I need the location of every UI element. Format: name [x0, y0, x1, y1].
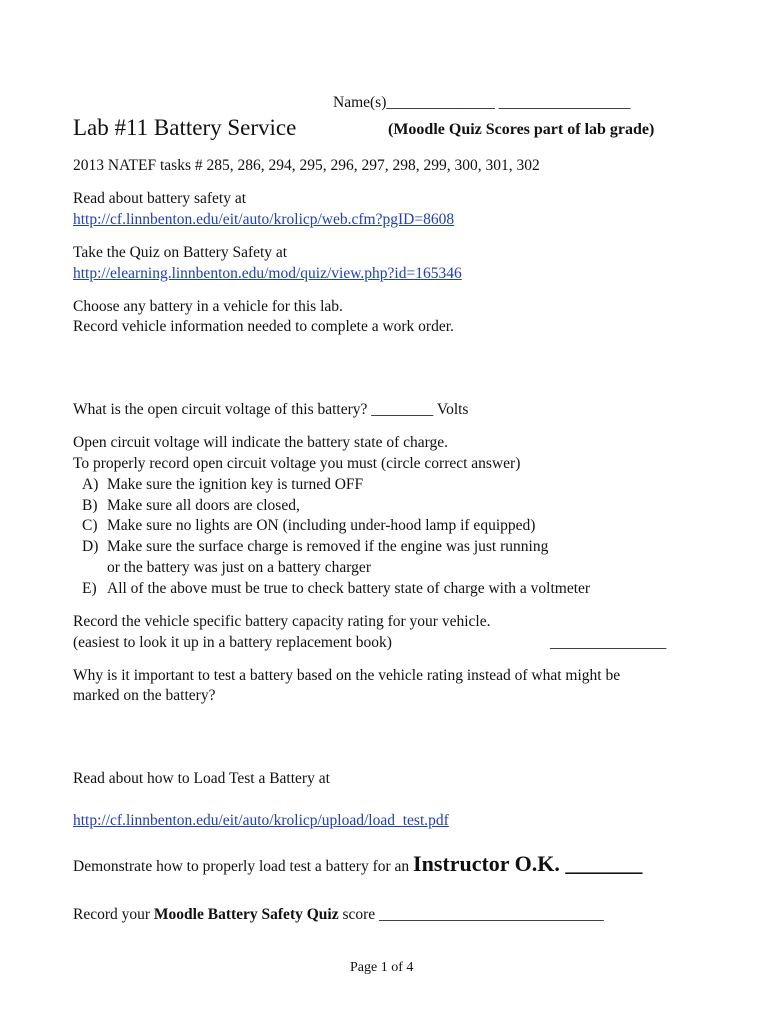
demonstrate-line: [73, 851, 642, 877]
option-letter: E): [82, 580, 97, 597]
natef-tasks: 2013 NATEF tasks # 285, 286, 294, 295, 296, 297, 298, 299, 300, 301, 302: [73, 157, 540, 174]
page-subtitle: (Moodle Quiz Scores part of lab grade): [388, 121, 655, 138]
quiz-link[interactable]: http://elearning.linnbenton.edu/mod/quiz/view.php?id=165346: [73, 265, 462, 282]
option-text: Make sure no lights are ON (including under-hood lamp if equipped): [107, 517, 536, 534]
page-number: Page 1 of 4: [350, 960, 414, 975]
quiz-text: Take the Quiz on Battery Safety at: [73, 244, 288, 261]
why-question-1: Why is it important to test a battery based on the vehicle rating instead of what might be: [73, 667, 621, 684]
option-text: Make sure all doors are closed,: [107, 497, 300, 514]
load-test-link[interactable]: http://cf.linnbenton.edu/eit/auto/krolicp/upload/load_test.pdf: [73, 812, 449, 829]
ocv-info-2: To properly record open circuit voltage you must (circle correct answer): [73, 455, 521, 472]
ocv-info-1: Open circuit voltage will indicate the battery state of charge.: [73, 434, 449, 451]
option-text: Make sure the ignition key is turned OFF: [107, 476, 364, 493]
record-score-line: [73, 906, 604, 924]
option-text: Make sure the surface charge is removed if the engine was just running: [107, 538, 549, 555]
page-title: Lab #11 Battery Service: [73, 115, 297, 140]
safety-link[interactable]: http://cf.linnbenton.edu/eit/auto/krolicp/web.cfm?pgID=8608: [73, 211, 455, 228]
safety-read-text: Read about battery safety at: [73, 190, 247, 207]
load-test-text: Read about how to Load Test a Battery at: [73, 770, 330, 787]
vehicle-instruction-1: Choose any battery in a vehicle for this lab.: [73, 298, 343, 315]
capacity-answer-blank[interactable]: _______________: [550, 634, 667, 651]
option-text: All of the above must be true to check battery state of charge with a voltmeter: [107, 580, 591, 597]
record-score-quiz-name: Moodle Battery Safety Quiz: [153, 906, 339, 923]
option-letter: B): [82, 497, 98, 514]
ocv-question: What is the open circuit voltage of this battery? ________ Volts: [73, 401, 469, 418]
instructor-ok: Instructor O.K. _______: [413, 851, 643, 876]
names-line: Name(s)______________ _________________: [333, 94, 631, 111]
option-letter: A): [82, 476, 99, 493]
record-score-prefix: Record your: [73, 906, 154, 923]
option-text-continued: or the battery was just on a battery charger: [107, 559, 371, 576]
option-letter: D): [82, 538, 99, 555]
capacity-text-2: (easiest to look it up in a battery replacement book): [73, 634, 392, 651]
record-score-suffix: score _____________________________: [338, 906, 604, 923]
demonstrate-text: Demonstrate how to properly load test a battery for an: [73, 858, 414, 875]
capacity-text-1: Record the vehicle specific battery capacity rating for your vehicle.: [73, 613, 491, 630]
option-letter: C): [82, 517, 98, 534]
why-question-2: marked on the battery?: [73, 687, 216, 704]
vehicle-instruction-2: Record vehicle information needed to complete a work order.: [73, 318, 454, 335]
